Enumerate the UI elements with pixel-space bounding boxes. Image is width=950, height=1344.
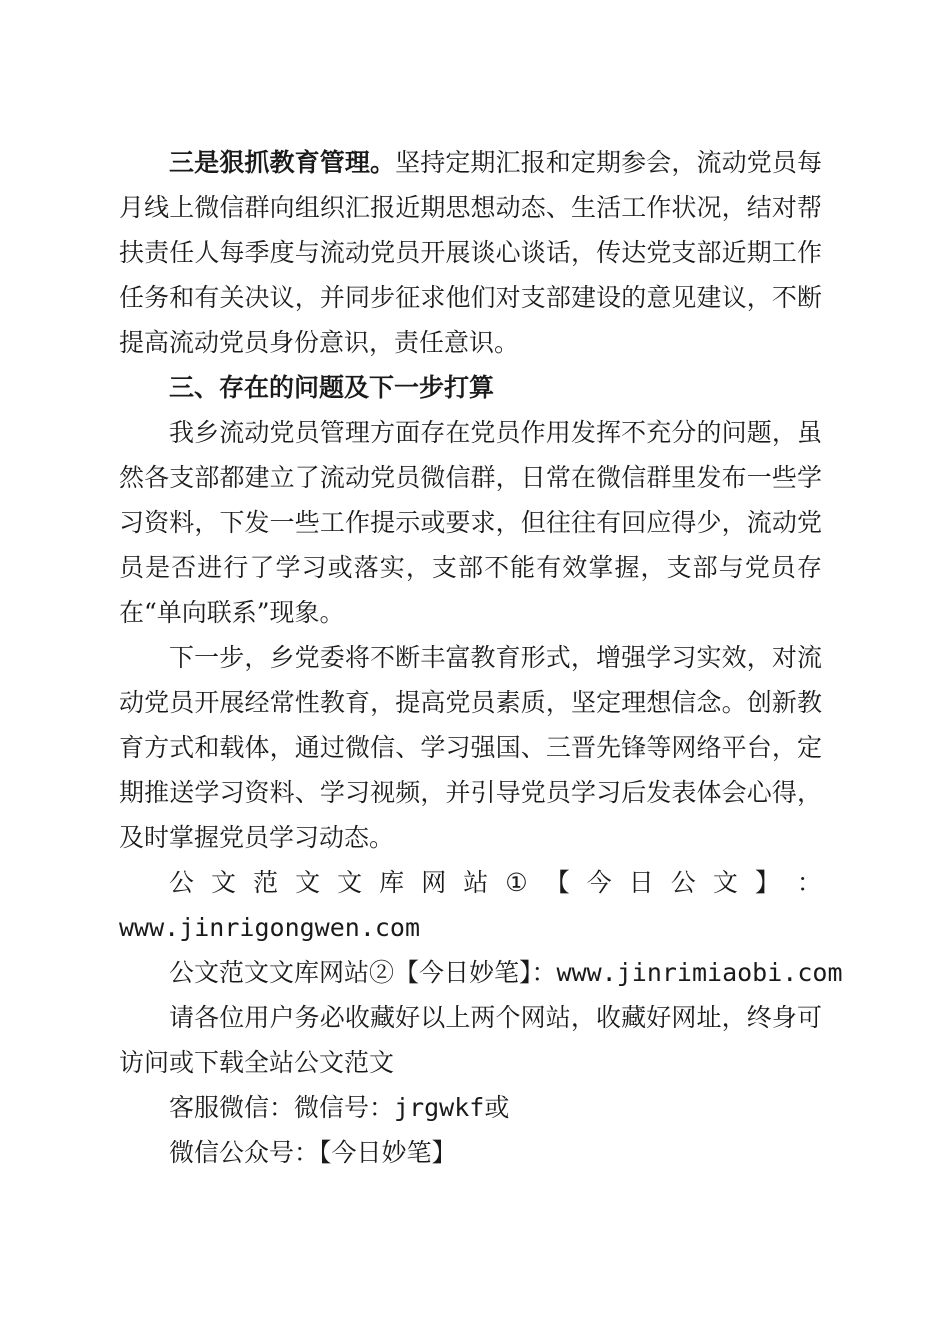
section-heading: 三、存在的问题及下一步打算 (169, 373, 495, 402)
paragraph-problems: 我乡流动党员管理方面存在党员作用发挥不充分的问题，虽然各支部都建立了流动党员微信群，日常在微信群里发布一些学习资料，下发一些工作提示或要求，但往往有回应得少，流动党员是否进行了学习或落实，支部不能有效掌握，支部与党员存在“单向联系”现象。 (119, 418, 822, 627)
footer-char: 日 (628, 868, 654, 897)
footer-char: 公 (169, 868, 195, 897)
footer-char: 网 (421, 868, 447, 897)
footer-site2 (119, 950, 843, 995)
paragraph-next-steps: 下一步，乡党委将不断丰富教育形式，增强学习实效，对流动党员开展经常性教育，提高党员素质，坚定理想信念。创新教育方式和载体，通过微信、学习强国、三晋先锋等网络平台，定期推送学习资料、学习视频，并引导党员学习后发表体会心得，及时掌握党员学习动态。 (119, 643, 822, 852)
footer-char: 公 (670, 868, 696, 897)
footer-char: 站 (463, 868, 489, 897)
paragraph-body: 坚持定期汇报和定期参会，流动党员每月线上微信群向组织汇报近期思想动态、生活工作状况，结对帮扶责任人每季度与流动党员开展谈心谈话，传达党支部近期工作任务和有关决议，并同步征求他们对支部建设的意见建议，不断提高流动党员身份意识，责任意识。 (119, 148, 822, 357)
footer-char: 范 (253, 868, 279, 897)
paragraph-lead: 三是狠抓教育管理。 (169, 148, 396, 177)
footer-service-label: 客服微信：微信号： (169, 1093, 395, 1122)
footer-official-account: 微信公众号：【今日妙笔】 (169, 1138, 457, 1167)
footer-char: ： (796, 868, 822, 897)
footer-site1-label (119, 860, 822, 905)
footer-char: ① (505, 868, 528, 897)
footer-char: 】 (754, 868, 780, 897)
footer-char: 文 (295, 868, 321, 897)
footer-char: 文 (211, 868, 237, 897)
footer-site2-url[interactable]: www.jinrimiaobi.com (556, 958, 843, 987)
footer-site1-url[interactable]: www.jinrigongwen.com (119, 913, 421, 942)
footer-service-id: jrgwkf (394, 1093, 485, 1122)
footer-service-suffix: 或 (484, 1093, 510, 1122)
footer-site2-label: 公文范文文库网站②【今日妙笔】： (169, 958, 557, 987)
footer-char: 文 (337, 868, 363, 897)
footer-char: 库 (379, 868, 405, 897)
footer-char: 【 (544, 868, 570, 897)
footer-char: 今 (586, 868, 612, 897)
footer-char: 文 (712, 868, 738, 897)
paragraph-education-management (119, 140, 822, 365)
footer-service (119, 1085, 822, 1130)
footer-notice: 请各位用户务必收藏好以上两个网站，收藏好网址，终身可访问或下载全站公文范文 (119, 1003, 822, 1077)
